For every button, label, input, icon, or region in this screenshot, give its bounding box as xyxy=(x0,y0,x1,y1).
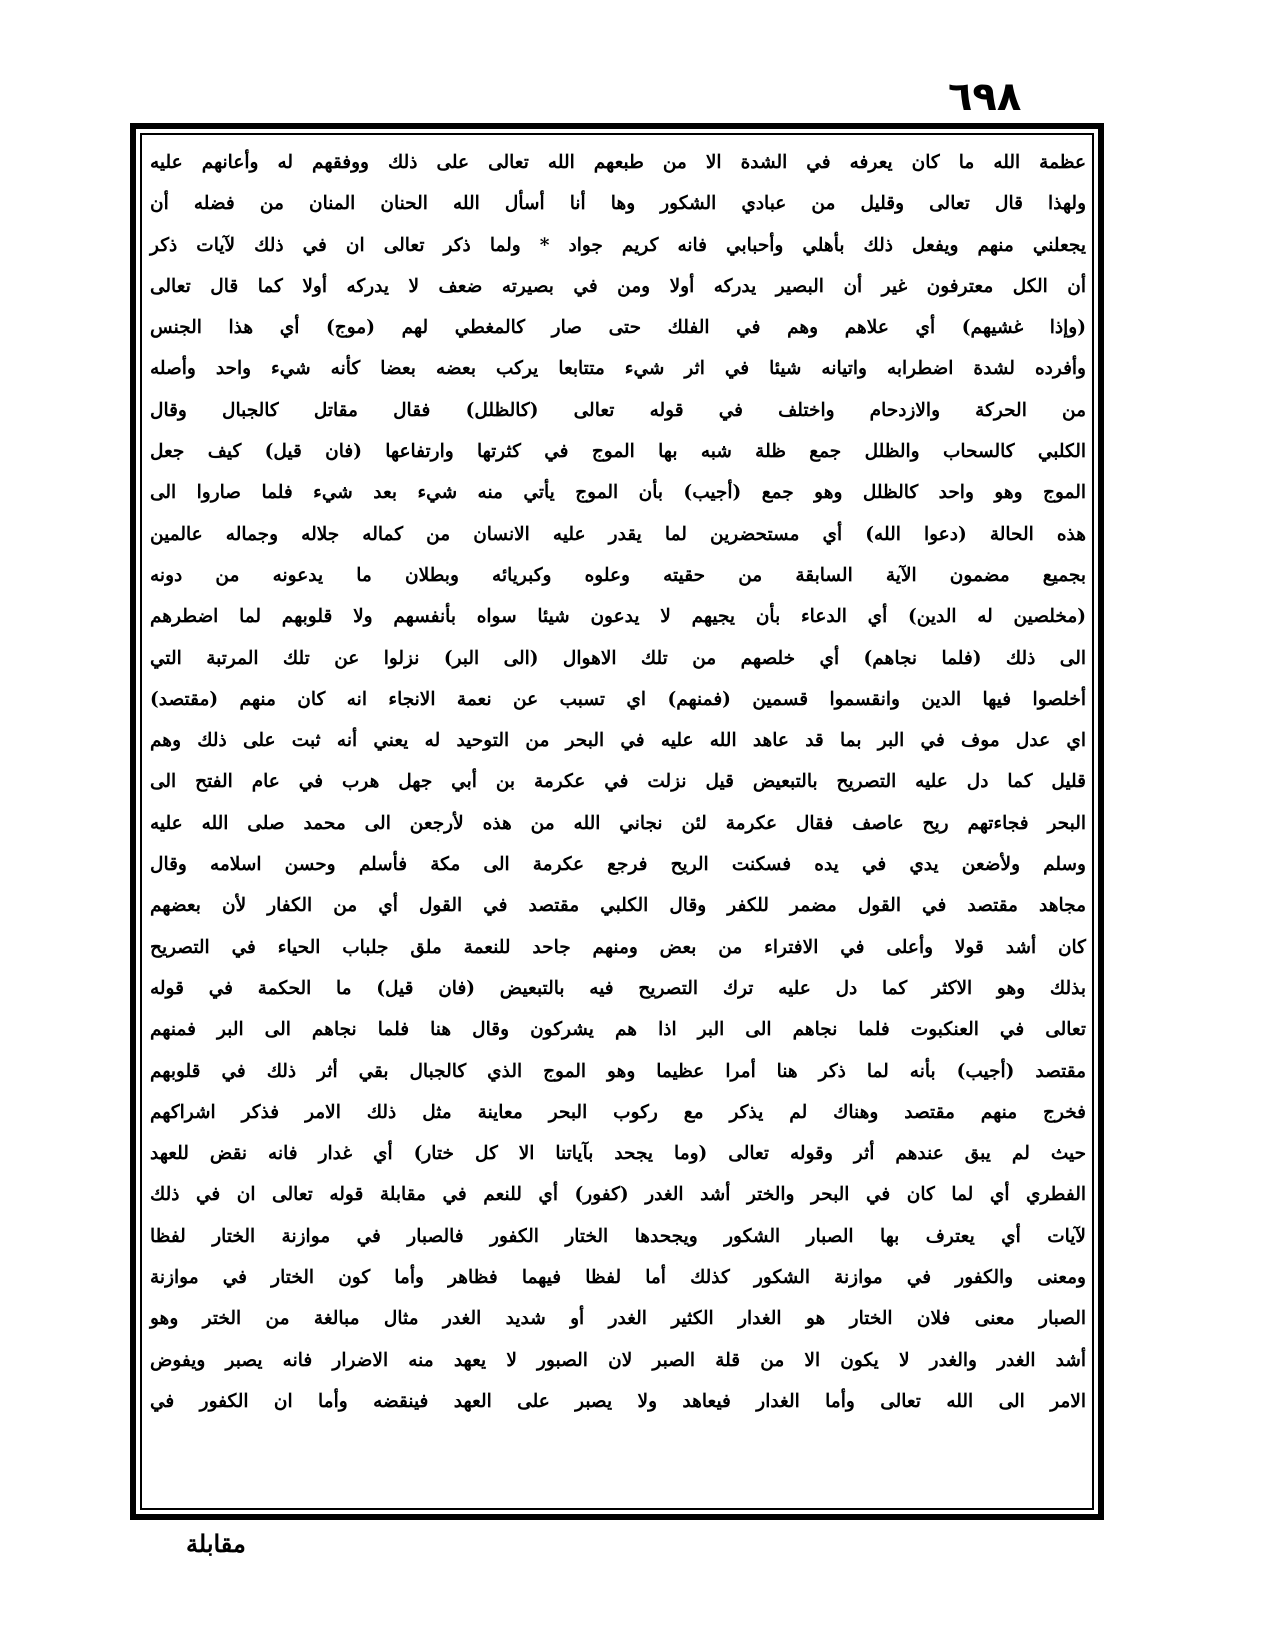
text-line: هذه الحالة (دعوا الله) أي مستحضرين لما يقدر عليه الانسان من كماله جلاله وجماله عالمين xyxy=(150,523,1086,545)
text-line: اي عدل موف في البر بما قد عاهد الله عليه في البحر من التوحيد له يعني أنه ثبت على ذلك وهم xyxy=(150,730,1086,752)
text-line: من الحركة والازدحام واختلف في قوله تعالى (كالظلل) فقال مقاتل كالجبال وقال xyxy=(150,399,1086,421)
text-line: قليل كما دل عليه التصريح بالتبعيض قيل نزلت في عكرمة بن أبي جهل هرب في عام الفتح الى xyxy=(150,771,1086,793)
text-line: تعالى في العنكبوت فلما نجاهم الى البر اذا هم يشركون وقال هنا فلما نجاهم الى البر فمنهم xyxy=(150,1019,1086,1041)
text-line: الفطري أي لما كان في البحر والختر أشد الغدر (كفور) أي للنعم في مقابلة قوله تعالى ان في ذلك xyxy=(150,1184,1086,1206)
text-line: أن الكل معترفون غير أن البصير يدركه أولا ومن في بصيرته ضعف لا يدركه أولا كما قال تعالى xyxy=(150,275,1086,297)
page-number: ٦٩٨ xyxy=(948,74,1022,120)
text-line: لآيات أي يعترف بها الصبار الشكور ويجحدها الختار الكفور فالصبار في موازنة الختار لفظا xyxy=(150,1225,1086,1247)
text-line: الموج وهو واحد كالظلل وهو جمع (أجيب) بأن الموج يأتي منه شيء بعد شيء فلما صاروا الى xyxy=(150,482,1086,504)
text-line: حيث لم يبق عندهم أثر وقوله تعالى (وما يجحد بآياتنا الا كل ختار) أي غدار فانه نقض للعهد xyxy=(150,1143,1086,1165)
text-line: وسلم ولأضعن يدي في يده فسكنت الريح فرجع عكرمة الى مكة فأسلم وحسن اسلامه وقال xyxy=(150,854,1086,876)
text-line: كان أشد قولا وأعلى في الافتراء من بعض ومنهم جاحد للنعمة ملق جلباب الحياء في التصريح xyxy=(150,936,1086,958)
text-line: مقتصد (أجيب) بأنه لما ذكر هنا أمرا عظيما وهو الموج الذي كالجبال بقي أثر ذلك في قلوبهم xyxy=(150,1060,1086,1082)
text-line: البحر فجاءتهم ريح عاصف فقال عكرمة لئن نجاني الله من هذه لأرجعن الى محمد صلى الله عليه xyxy=(150,812,1086,834)
main-text-block xyxy=(146,142,1090,1506)
text-line: بجميع مضمون الآية السابقة من حقيته وعلوه وكبريائه وبطلان ما يدعونه من دونه xyxy=(150,564,1086,586)
text-line: مجاهد مقتصد في القول مضمر للكفر وقال الكلبي مقتصد في القول أي من الكفار لأن بعضهم xyxy=(150,895,1086,917)
text-line: الصبار معنى فلان الختار هو الغدار الكثير الغدر أو شديد الغدر مثال مبالغة من الختر وهو xyxy=(150,1308,1086,1330)
text-line: الى ذلك (فلما نجاهم) أي خلصهم من تلك الاهوال (الى البر) نزلوا عن تلك المرتبة التي xyxy=(150,647,1086,669)
text-line: (وإذا غشيهم) أي علاهم وهم في الفلك حتى صار كالمغطي لهم (موج) أي هذا الجنس xyxy=(150,317,1086,339)
text-line: أشد الغدر والغدر لا يكون الا من قلة الصبر لان الصبور لا يعهد منه الاضرار فانه يصبر ويفوض xyxy=(150,1349,1086,1371)
text-line: وأفرده لشدة اضطرابه واتيانه شيئا في اثر شيء متتابعا يركب بعضه بعضا كأنه شيء واحد وأصله xyxy=(150,358,1086,380)
text-line: فخرج منهم مقتصد وهناك لم يذكر مع ركوب البحر معاينة مثل ذلك الامر فذكر اشراكهم xyxy=(150,1101,1086,1123)
text-line: بذلك وهو الاكثر كما دل عليه ترك التصريح فيه بالتبعيض (فان قيل) ما الحكمة في قوله xyxy=(150,977,1086,999)
text-line: يجعلني منهم ويفعل ذلك بأهلي وأحبابي فانه كريم جواد * ولما ذكر تعالى ان في ذلك لآيات ذكر xyxy=(150,234,1086,256)
text-line: الكلبي كالسحاب والظلل جمع ظلة شبه بها الموج في كثرتها وارتفاعها (فان قيل) كيف جعل xyxy=(150,441,1086,463)
text-line: أخلصوا فيها الدين وانقسموا قسمين (فمنهم) اي تسبب عن نعمة الانجاء انه كان منهم (مقتصد) xyxy=(150,688,1086,710)
text-line: الامر الى الله تعالى وأما الغدار فيعاهد ولا يصبر على العهد فينقضه وأما ان الكفور في xyxy=(150,1390,1086,1412)
catchword: مقابلة xyxy=(186,1529,246,1558)
text-line: (مخلصين له الدين) أي الدعاء بأن يجيهم لا يدعون شيئا سواه بأنفسهم ولا قلوبهم لما اضطرهم xyxy=(150,606,1086,628)
text-line: ولهذا قال تعالى وقليل من عبادي الشكور وها أنا أسأل الله الحنان المنان من فضله أن xyxy=(150,193,1086,215)
text-line: ومعنى والكفور في موازنة الشكور كذلك أما لفظا فيهما فظاهر وأما كون الختار في موازنة xyxy=(150,1267,1086,1289)
text-line: عظمة الله ما كان يعرفه في الشدة الا من طبعهم الله تعالى على ذلك ووفقهم له وأعانهم عليه xyxy=(150,152,1086,173)
